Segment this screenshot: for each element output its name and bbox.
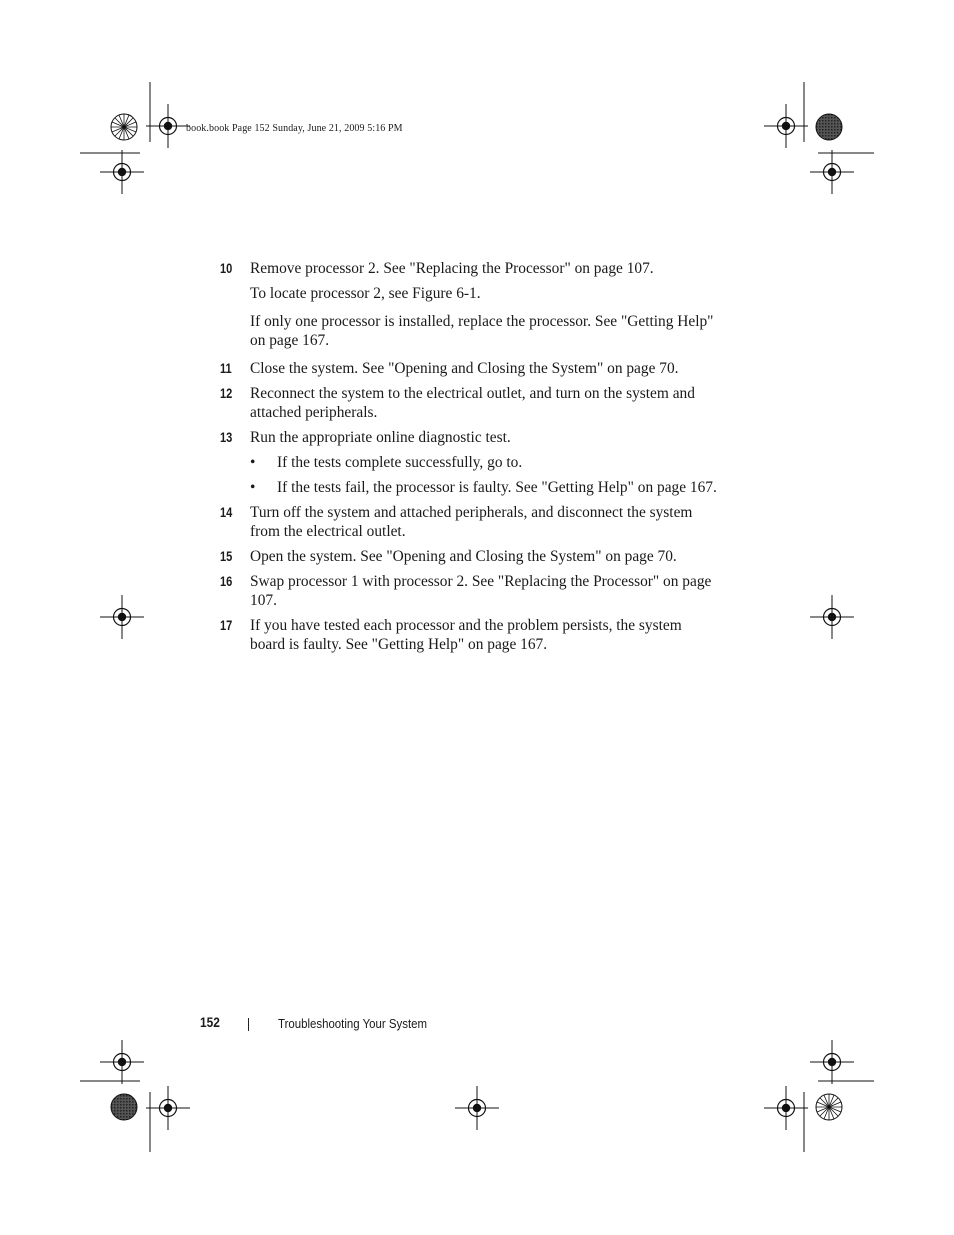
step-number: 11 [220, 361, 232, 376]
step-text: Run the appropriate online diagnostic test. [250, 429, 511, 446]
step-text: Close the system. See "Opening and Closing the System" on page 70. [250, 360, 679, 377]
step-number: 13 [220, 430, 233, 445]
step-16 [220, 572, 720, 610]
step-text: Remove processor 2. See "Replacing the Processor" on page 107. [250, 260, 654, 277]
bullet-marker: • [250, 479, 256, 496]
step-text: Reconnect the system to the electrical outlet, and turn on the system and attached peripherals. [250, 385, 695, 421]
print-slug: book.book Page 152 Sunday, June 21, 2009 5:16 PM [186, 123, 403, 134]
step-15 [220, 547, 720, 566]
bullet-text: If the tests fail, the processor is faulty. See "Getting Help" on page 167. [277, 479, 717, 496]
step-17 [220, 616, 720, 654]
footer-divider [248, 1018, 249, 1031]
step-11 [220, 359, 720, 378]
step-10 [220, 259, 720, 278]
step-14 [220, 503, 720, 541]
instruction-list [220, 259, 720, 660]
step-number: 12 [220, 386, 233, 401]
step-text: If you have tested each processor and the problem persists, the system board is faulty. See "Getting Help" on page 167. [250, 617, 682, 653]
page-number: 152 [200, 1014, 220, 1030]
step-10-note: If only one processor is installed, replace the processor. See "Getting Help" on page 167. [250, 313, 714, 349]
step-number: 17 [220, 618, 233, 633]
step-number: 15 [220, 549, 233, 564]
step-13-bullet [220, 453, 720, 472]
step-number: 14 [220, 505, 233, 520]
bullet-marker: • [250, 454, 256, 471]
step-13-bullet [220, 478, 720, 497]
step-number: 16 [220, 574, 233, 589]
step-text: Swap processor 1 with processor 2. See "Replacing the Processor" on page 107. [250, 573, 712, 609]
step-10-note: To locate processor 2, see Figure 6-1. [250, 285, 481, 302]
footer-section-title: Troubleshooting Your System [278, 1016, 428, 1031]
step-13 [220, 428, 720, 447]
step-number: 10 [220, 261, 233, 276]
step-12 [220, 384, 720, 422]
bullet-text: If the tests complete successfully, go to. [277, 454, 523, 471]
step-text: Open the system. See "Opening and Closing the System" on page 70. [250, 548, 677, 565]
step-text: Turn off the system and attached peripherals, and disconnect the system from the electrical outlet. [250, 504, 693, 540]
